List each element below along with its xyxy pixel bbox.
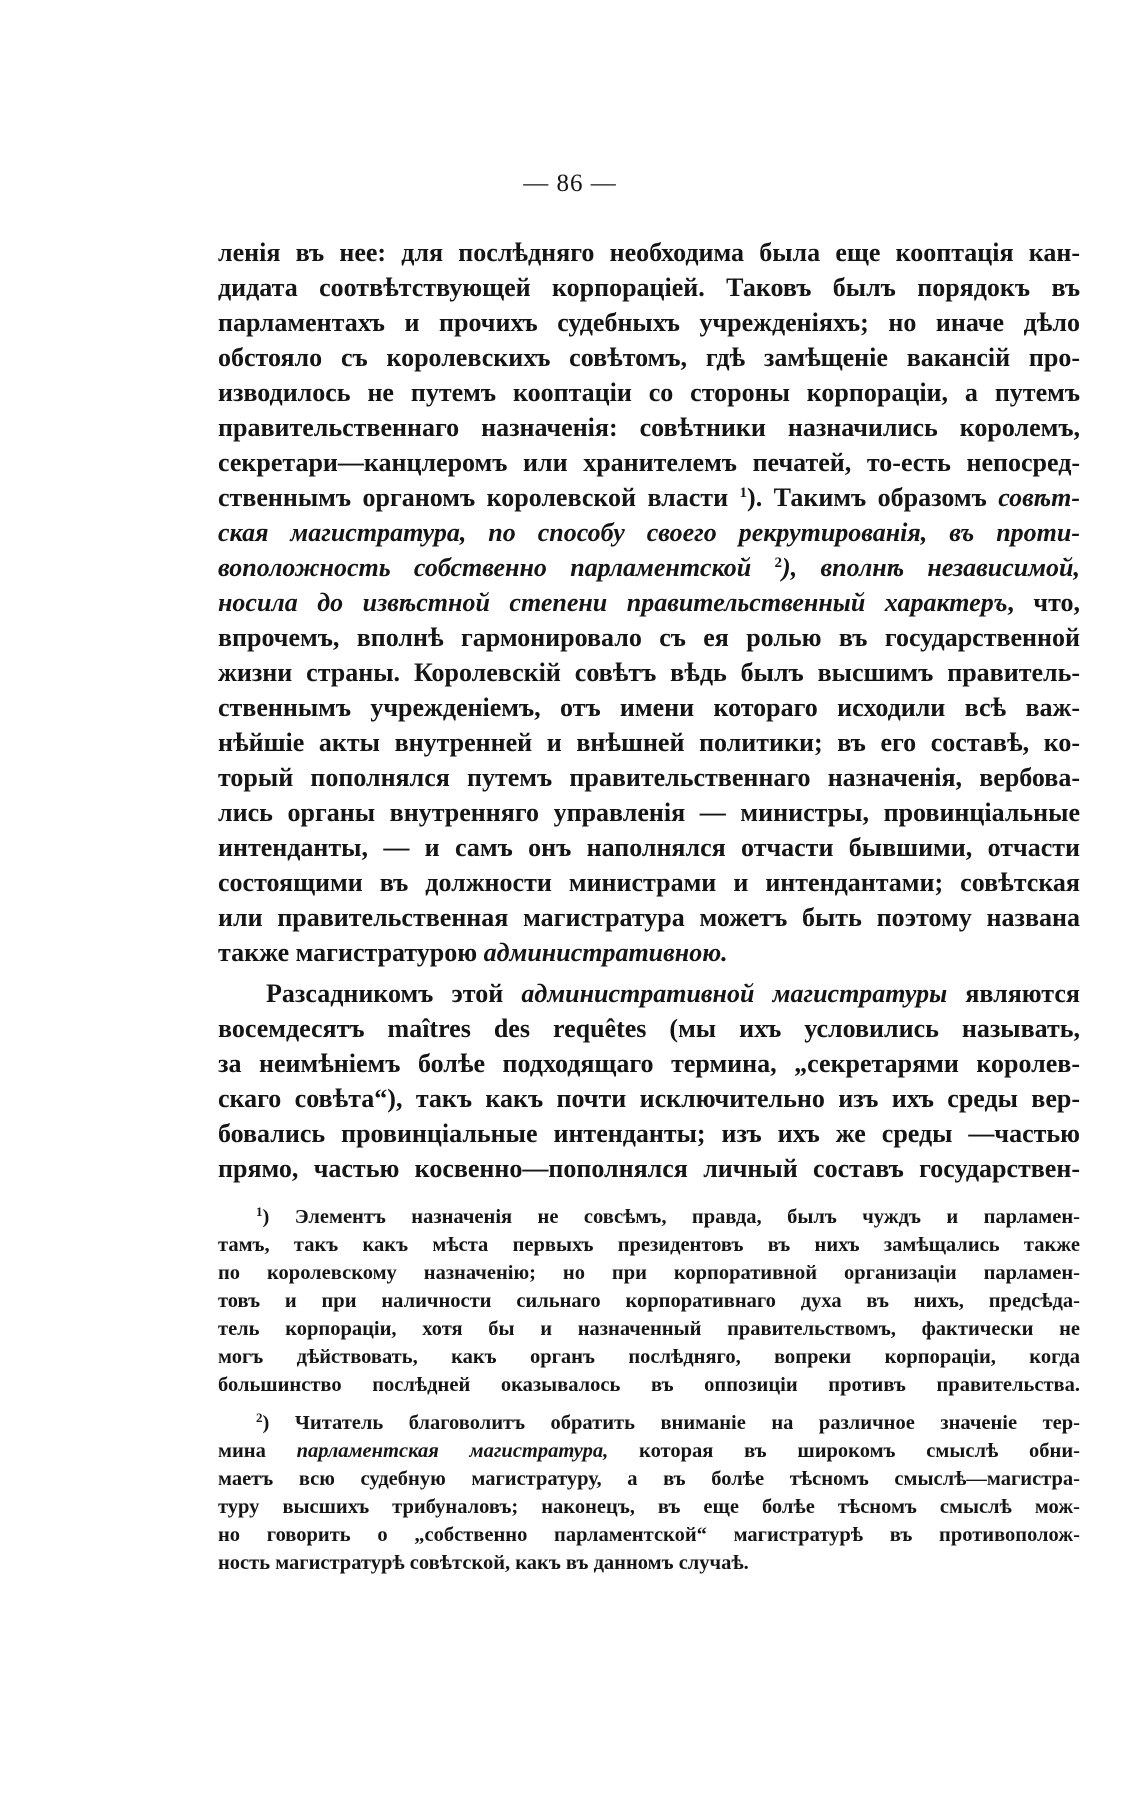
italic-term: парламентская магистратура, — [296, 1440, 609, 1462]
text-segment: мина — [218, 1440, 297, 1462]
page-number: — 86 — — [523, 170, 617, 197]
text-line: ственнымъ учрежденіемъ, отъ имени котораго исходили всѣ важ- — [218, 693, 1080, 722]
text-line: правительственнаго назначенія: совѣтники назначились королемъ, — [218, 413, 1080, 442]
text-line — [218, 515, 1080, 550]
text-segment: ственнымъ органомъ королевской власти — [218, 483, 740, 512]
text-line: нѣйшіе акты внутренней и внѣшней политики; въ его составѣ, ко- — [218, 728, 1080, 757]
text-segment: также магистратурою — [218, 938, 484, 967]
text-line: интенданты, — и самъ онъ наполнялся отчасти бывшими, отчасти — [218, 833, 1080, 862]
text-line — [218, 976, 1080, 1011]
footnote-marker-2: 2 — [256, 1410, 263, 1425]
italic-term: носила до извѣстной степени правительственный характеръ — [218, 588, 1008, 617]
text-line: за неимѣніемъ болѣе подходящаго термина, „секретарями королев- — [218, 1049, 1080, 1078]
text-line: торый пополнялся путемъ правительственнаго назначенія, вербова- — [218, 763, 1080, 792]
text-line: восемдесятъ maîtres des requêtes (мы ихъ условились называть, — [218, 1014, 1080, 1043]
text-line — [218, 935, 1080, 970]
footnote-line — [218, 1203, 1080, 1231]
text-segment: которая въ широкомъ смыслѣ обни- — [608, 1440, 1080, 1462]
text-line: скаго совѣта“), такъ какъ почти исключительно изъ ихъ среды вер- — [218, 1084, 1080, 1113]
text-line: или правительственная магистратура можетъ быть поэтому названа — [218, 903, 1080, 932]
footnote-line — [218, 1409, 1080, 1437]
text-segment: ) Элементъ назначенія не совсѣмъ, правда, былъ чуждъ и парламен- — [262, 1206, 1080, 1228]
text-line: прямо, частью косвенно—пополнялся личный составъ государствен- — [218, 1154, 1080, 1183]
text-line: парламентахъ и прочихъ судебныхъ учрежденіяхъ; но иначе дѣло — [218, 308, 1080, 337]
italic-term: административной магистратуры — [521, 979, 948, 1008]
text-segment: являются — [947, 979, 1080, 1008]
footnote-line — [218, 1437, 1080, 1465]
footnote-line: тамъ, такъ какъ мѣста первыхъ президентовъ въ нихъ замѣщались также — [218, 1234, 1080, 1256]
text-line: впрочемъ, вполнѣ гармонировало съ ея ролью въ государственной — [218, 623, 1080, 652]
footnotes — [218, 1203, 1080, 1577]
footnote-line: туру высшихъ трибуналовъ; наконецъ, въ еще болѣе тѣсномъ смыслѣ мож- — [218, 1496, 1080, 1518]
italic-term: совѣт- — [998, 483, 1081, 512]
text-line: ленія въ нее: для послѣдняго необходима была еще кооптація кан- — [218, 238, 1080, 267]
footnote-line: ность магистратурѣ совѣтской, какъ въ данномъ случаѣ. — [218, 1552, 749, 1574]
footnote-marker-1: 1 — [256, 1204, 263, 1219]
footnote-line: тель корпораціи, хотя бы и назначенный правительствомъ, фактически не — [218, 1318, 1080, 1340]
footnote-line: но говорить о „собственно парламентской“ магистратурѣ въ противополож- — [218, 1524, 1080, 1546]
text-segment: Разсадникомъ этой — [266, 979, 522, 1008]
main-text — [218, 235, 1080, 1186]
footnote-line: большинство послѣдней оказывалось въ оппозиціи противъ правительства. — [218, 1374, 1080, 1396]
text-segment: , что, — [1007, 588, 1081, 617]
text-line: дидата соотвѣтствующей корпораціей. Таковъ былъ порядокъ въ — [218, 273, 1080, 302]
italic-term: ), вполнѣ независимой, — [782, 553, 1080, 582]
text-line: лись органы внутренняго управленія — министры, провинціальные — [218, 798, 1080, 827]
text-line: обстояло съ королевскихъ совѣтомъ, гдѣ замѣщеніе вакансій про- — [218, 343, 1080, 372]
text-line: бовались провинціальные интенданты; изъ ихъ же среды —частью — [218, 1119, 1080, 1148]
footnote-ref-1: 1 — [739, 485, 748, 501]
text-line: секретари—канцлеромъ или хранителемъ печатей, то-есть непосред- — [218, 448, 1080, 477]
footnote-line: по королевскому назначенію; но при корпоративной организаціи парламен- — [218, 1262, 1080, 1284]
footnote-line: товъ и при наличности сильнаго корпоративнаго духа въ нихъ, предсѣда- — [218, 1290, 1080, 1312]
text-line — [218, 480, 1080, 515]
text-line — [218, 550, 1080, 585]
italic-term: воположность собственно парламентской — [218, 553, 775, 582]
footnote-line: могъ дѣйствовать, какъ органъ послѣдняго, вопреки корпораціи, когда — [218, 1346, 1080, 1368]
footnote-line: маетъ всю судебную магистратуру, а въ болѣе тѣсномъ смыслѣ—магистра- — [218, 1468, 1080, 1490]
text-segment: ). Такимъ образомъ — [747, 483, 999, 512]
footnote-ref-2: 2 — [774, 555, 783, 571]
italic-term: административною. — [483, 938, 728, 967]
text-line: изводилось не путемъ кооптаціи со стороны корпораціи, а путемъ — [218, 378, 1080, 407]
text-line — [218, 585, 1080, 620]
italic-term: ская магистратура, по способу своего рекрутированія, въ проти- — [218, 518, 1080, 547]
text-line: жизни страны. Королевскій совѣтъ вѣдь былъ высшимъ правитель- — [218, 658, 1080, 687]
text-segment: ) Читатель благоволитъ обратить вниманіе на различное значеніе тер- — [262, 1412, 1080, 1434]
text-line: состоящими въ должности министрами и интендантами; совѣтская — [218, 868, 1080, 897]
